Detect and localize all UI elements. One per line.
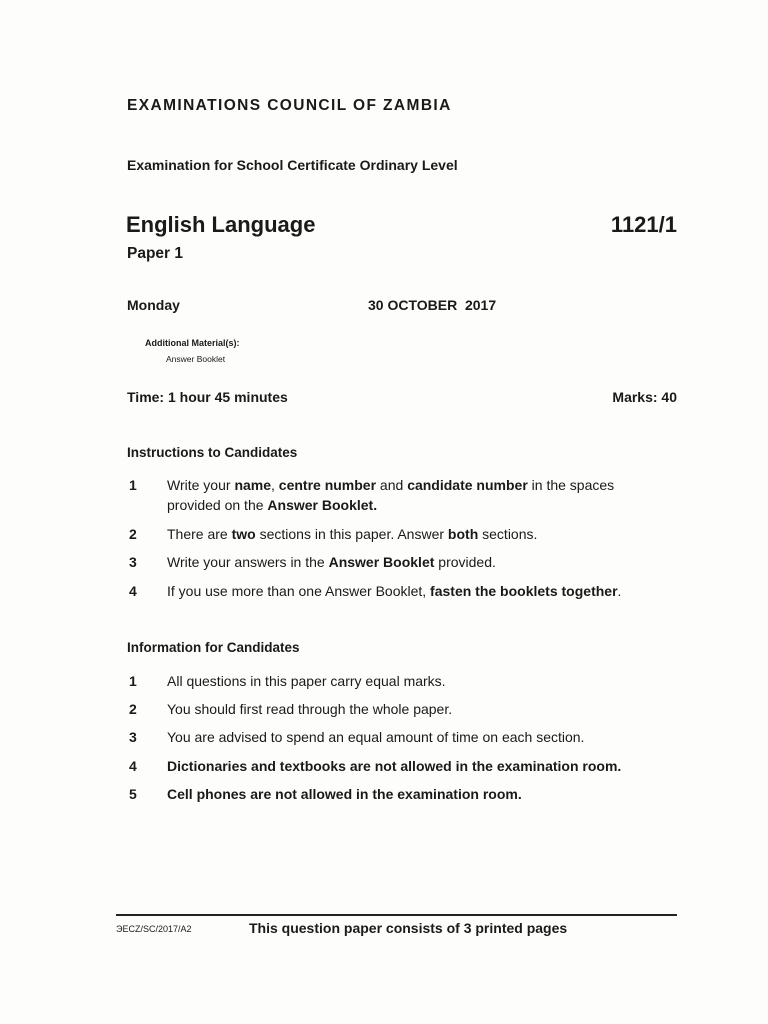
instruction-text-part: two: [231, 526, 256, 542]
instruction-number: 1: [129, 477, 137, 493]
footer-pages-note: This question paper consists of 3 printed pages: [249, 920, 568, 936]
instruction-number: 4: [129, 583, 137, 599]
exam-level: Examination for School Certificate Ordinary Level: [127, 157, 458, 173]
instruction-text-part: both: [447, 526, 479, 542]
instruction-text: [167, 524, 537, 544]
information-text: You are advised to spend an equal amount of time on each section.: [167, 729, 585, 745]
exam-time: Time: 1 hour 45 minutes: [127, 389, 288, 405]
exam-day: Monday: [127, 297, 180, 313]
paper-code: 1121/1: [610, 212, 677, 237]
instructions-heading: Instructions to Candidates: [127, 445, 298, 460]
information-text: Dictionaries and textbooks are not allowed in the examination room.: [167, 758, 622, 774]
instruction-text-part: name: [234, 477, 272, 493]
instruction-text-part: .: [617, 583, 622, 599]
information-number: 1: [129, 673, 137, 689]
instruction-text: [167, 552, 496, 572]
additional-materials-heading: Additional Material(s):: [145, 338, 240, 348]
instruction-number: 2: [129, 526, 137, 542]
instruction-text-part: in the spaces: [527, 477, 615, 493]
information-number: 3: [129, 729, 137, 745]
instruction-text-part: and: [376, 477, 408, 493]
instruction-number: 3: [129, 554, 137, 570]
information-heading: Information for Candidates: [127, 640, 300, 655]
instruction-text-part: Answer Booklet.: [267, 497, 378, 513]
exam-marks: Marks: 40: [612, 389, 677, 405]
instruction-text-part: Write your answers in the: [167, 554, 329, 570]
instruction-text-part: fasten the booklets together: [430, 583, 618, 599]
paper-number: Paper 1: [127, 245, 184, 262]
instruction-text-part: provided.: [434, 554, 496, 570]
instruction-text-part: There are: [167, 526, 232, 542]
instruction-text-part: If you use more than one Answer Booklet,: [167, 583, 431, 599]
instruction-text: [167, 475, 614, 515]
instruction-text-part: sections.: [478, 526, 538, 542]
instruction-text-part: Answer Booklet: [328, 554, 435, 570]
additional-materials-item: Answer Booklet: [166, 354, 226, 364]
footer-code: ЭECZ/SC/2017/A2: [116, 924, 192, 934]
subject-title: English Language: [126, 212, 316, 237]
instruction-text-part: provided on the: [167, 497, 268, 513]
information-text: Cell phones are not allowed in the examination room.: [167, 786, 522, 802]
footer-rule: [116, 914, 677, 916]
information-number: 5: [129, 786, 137, 802]
instruction-text-part: ,: [271, 477, 279, 493]
exam-date: 30 OCTOBER 2017: [368, 297, 497, 313]
instruction-text-part: candidate number: [407, 477, 528, 493]
information-number: 2: [129, 701, 137, 717]
information-number: 4: [129, 758, 137, 774]
information-text: You should first read through the whole paper.: [167, 701, 453, 717]
instruction-text-part: Write your: [167, 477, 235, 493]
instruction-text-part: centre number: [278, 477, 377, 493]
instruction-text: [167, 581, 621, 601]
instruction-text-part: sections in this paper. Answer: [255, 526, 448, 542]
information-text: All questions in this paper carry equal marks.: [167, 673, 446, 689]
council-title: EXAMINATIONS COUNCIL OF ZAMBIA: [127, 97, 452, 114]
